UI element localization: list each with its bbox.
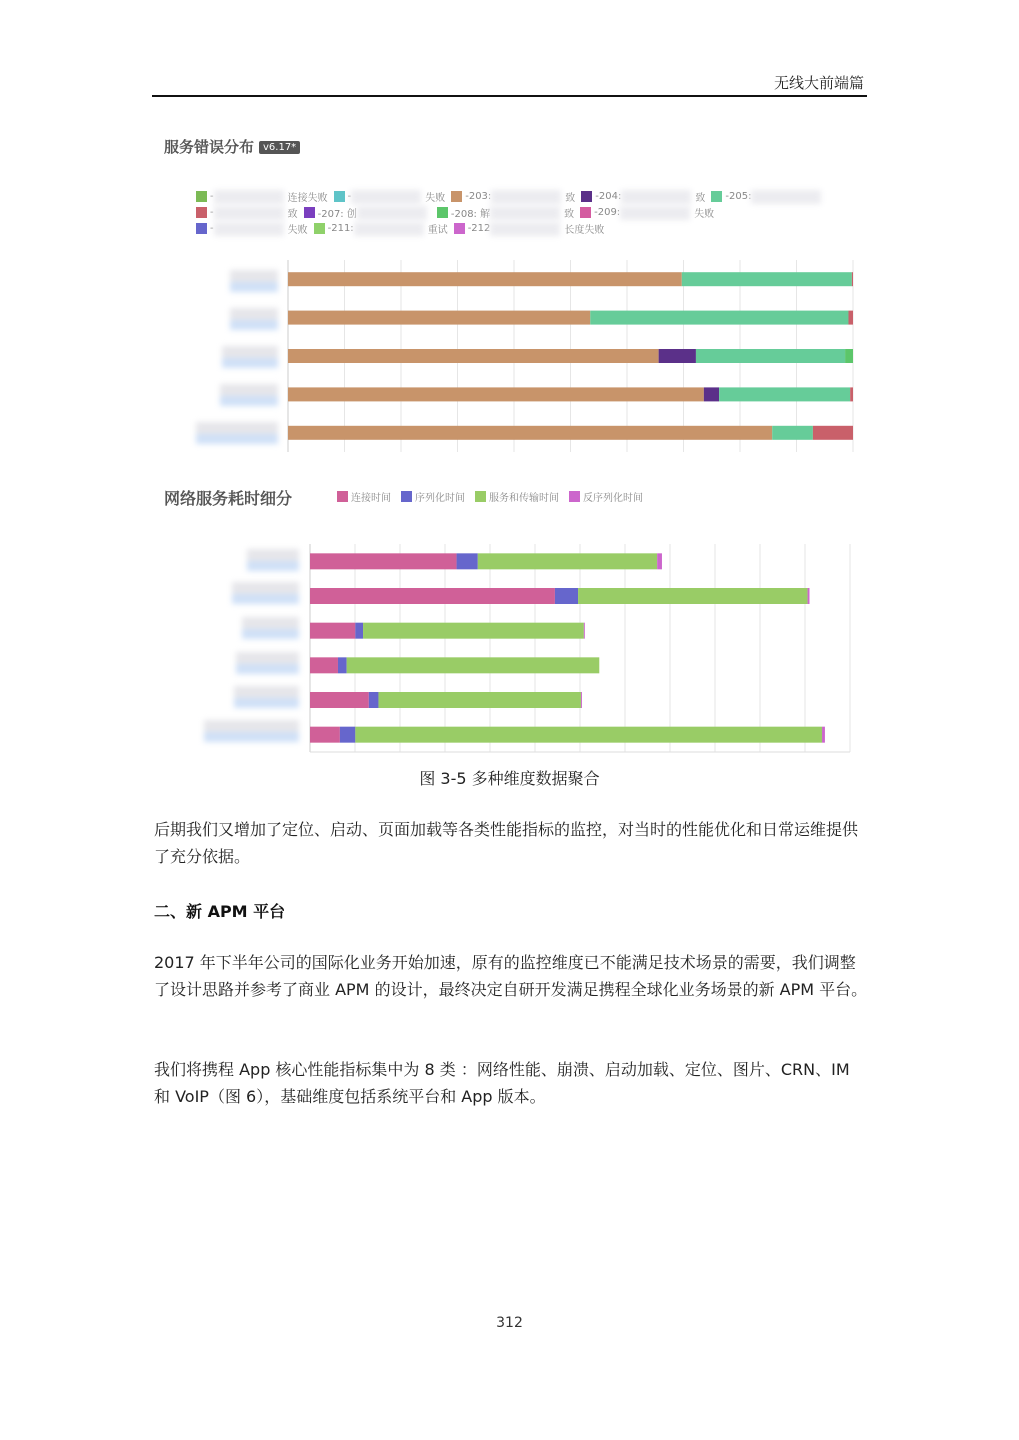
- bar-segment: [584, 623, 585, 639]
- header-rule: [152, 95, 867, 97]
- legend-label: -: [210, 191, 214, 202]
- legend-tail: 失败: [287, 225, 308, 236]
- chart1-title: 服务错误分布: [164, 138, 255, 156]
- bar-segment: [378, 692, 581, 708]
- bar-segment: [310, 727, 340, 743]
- bar-segment: [338, 657, 347, 673]
- legend-tail: 长度失败: [564, 225, 605, 236]
- legend-tail: 致: [695, 193, 706, 204]
- legend-label: -: [210, 207, 214, 218]
- legend-label: 反序列化时间: [583, 493, 643, 504]
- figure-caption: 图 3-5 多种维度数据聚合: [419, 769, 600, 788]
- legend-tail: 致: [564, 209, 575, 220]
- legend-label: -207: 创: [317, 209, 357, 220]
- paragraph-2: 2017 年下半年公司的国际化业务开始加速，原有的监控维度已不能满足技术场景的需要，我们调整了设计思路并参考了商业 APM 的设计，最终决定自研开发满足携程全球化业务场景的新 APM 平台。: [154, 953, 868, 999]
- chart2-title: 网络服务耗时细分: [164, 489, 293, 508]
- bar-segment: [808, 588, 810, 604]
- paragraph-1: 后期我们又增加了定位、启动、页面加载等各类性能指标的监控，对当时的性能优化和日常运维提供了充分依据。: [154, 820, 859, 866]
- bar-segment: [310, 623, 355, 639]
- bar-segment: [355, 623, 363, 639]
- bar-segment: [310, 692, 369, 708]
- bar-segment: [310, 553, 457, 569]
- legend-label: -: [210, 223, 214, 234]
- legend-label: -: [347, 191, 352, 202]
- bar-segment: [310, 588, 555, 604]
- legend-tail: 致: [565, 193, 576, 204]
- bar-segment: [363, 623, 584, 639]
- bar-segment: [478, 553, 657, 569]
- section-heading: 二、新 APM 平台: [154, 902, 286, 921]
- bar-segment: [822, 727, 825, 743]
- legend-tail: 连接失败: [287, 193, 328, 204]
- legend-label: -209:: [594, 207, 621, 218]
- legend-label: 服务和传输时间: [489, 493, 559, 504]
- bar-segment: [657, 553, 662, 569]
- page-number: 312: [496, 1315, 523, 1331]
- bar-segment: [340, 727, 355, 743]
- legend-label: 序列化时间: [415, 493, 465, 504]
- legend-label: -204:: [595, 191, 622, 202]
- legend-label: -205:: [725, 191, 752, 202]
- bar-segment: [457, 553, 478, 569]
- header-title: 无线大前端篇: [773, 74, 864, 92]
- bar-segment: [369, 692, 379, 708]
- bar-segment: [355, 727, 822, 743]
- figure: [152, 120, 867, 770]
- legend-tail: 致: [287, 209, 298, 220]
- bar-segment: [347, 657, 600, 673]
- legend-tail: 失败: [425, 193, 446, 204]
- bar-segment: [310, 657, 338, 673]
- legend-label: -212: [467, 223, 491, 234]
- legend-label: -211:: [327, 223, 354, 234]
- legend-label: -203:: [465, 191, 492, 202]
- legend-label: 连接时间: [351, 493, 391, 504]
- legend-tail: 失败: [694, 209, 715, 220]
- chart2-svg: [152, 120, 867, 770]
- bar-segment: [578, 588, 808, 604]
- legend-label: -208: 解: [450, 209, 491, 220]
- bar-segment: [581, 692, 582, 708]
- legend-tail: 重试: [427, 225, 448, 236]
- bar-segment: [555, 588, 578, 604]
- paragraph-3: 我们将携程 App 核心性能指标集中为 8 类 ：网络性能、崩溃、启动加载、定位、图片、CRN、IM 和 VoIP（图 6），基础维度包括系统平台和 App 版本。: [154, 1060, 850, 1106]
- version-badge: v6.17*: [259, 141, 300, 154]
